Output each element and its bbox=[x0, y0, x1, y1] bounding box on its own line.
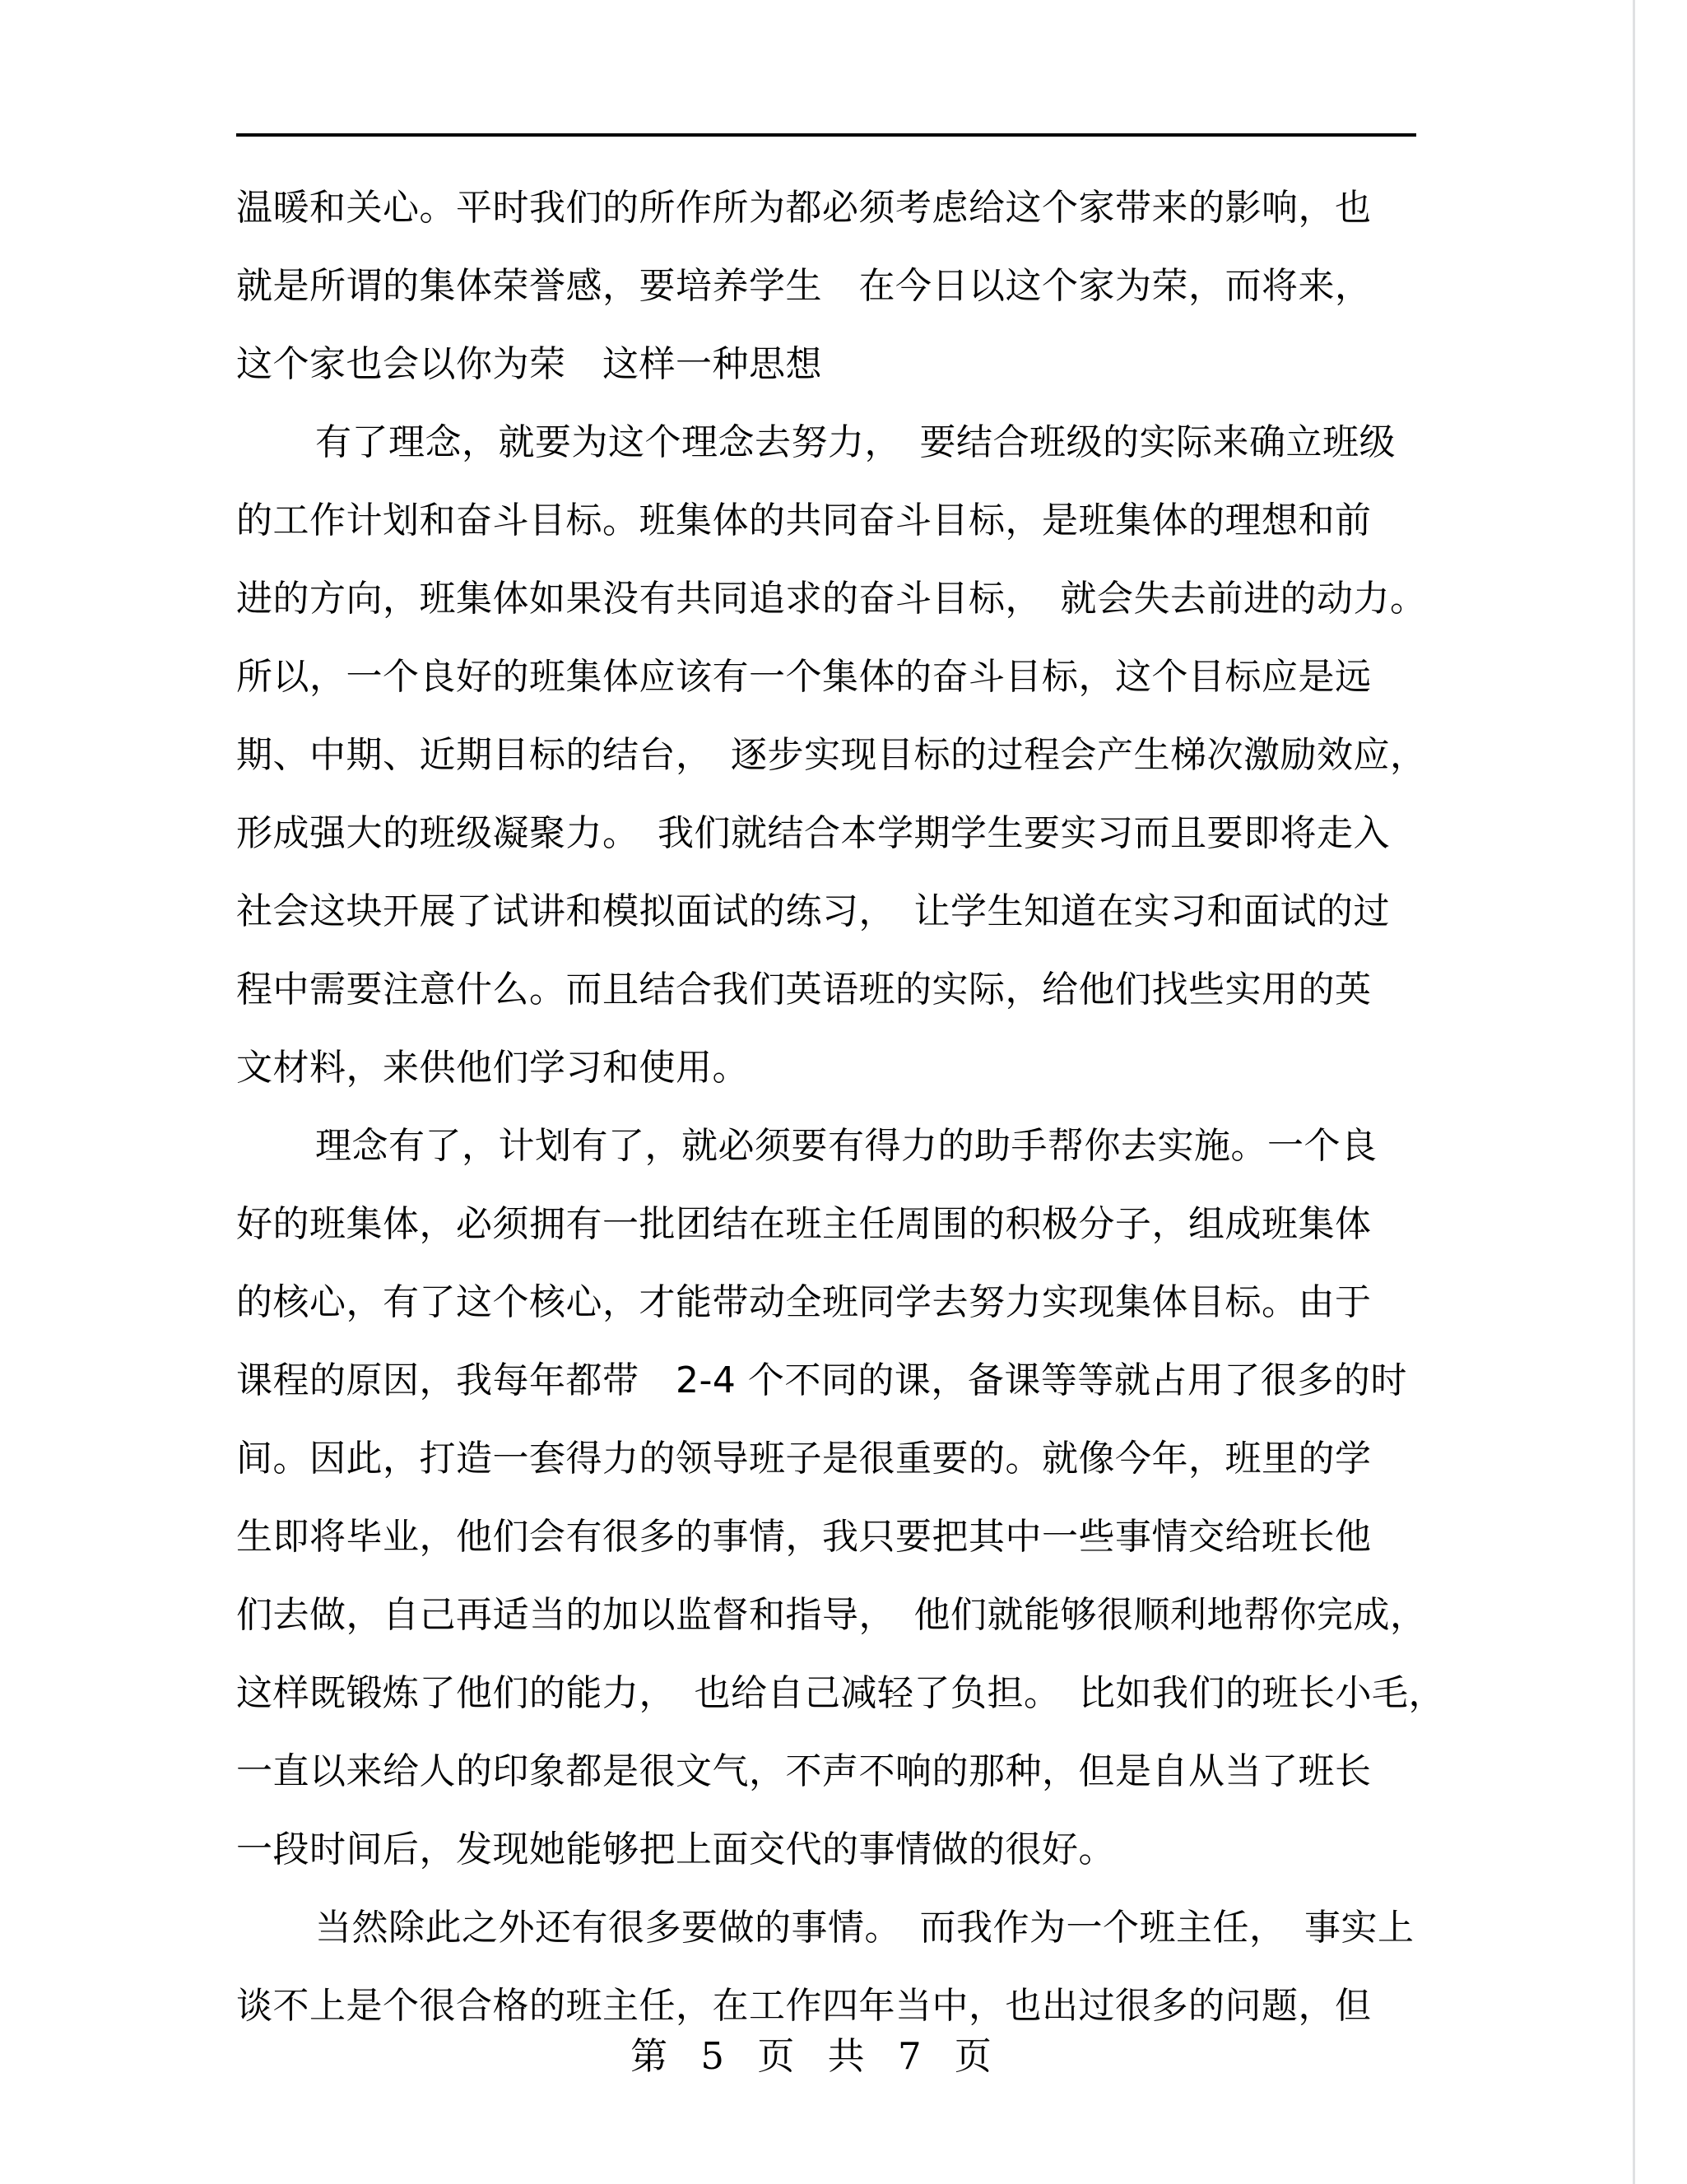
paragraph-line: 的核心，有了这个核心，才能带动全班同学去努力实现集体目标。由于 bbox=[236, 1281, 1372, 1323]
paragraph-line: 就是所谓的集体荣誉感，要培养学生 在今日以这个家为荣，而将来， bbox=[236, 265, 1372, 307]
paragraph-line: 文材料，来供他们学习和使用。 bbox=[236, 1047, 749, 1089]
paragraph-line: 一段时间后，发现她能够把上面交代的事情做的很好。 bbox=[236, 1829, 1115, 1870]
page-number-label: 第 5 页 共 7 页 bbox=[630, 2034, 1002, 2078]
paragraph-line: 们去做，自己再适当的加以监督和指导， 他们就能够很顺利地帮你完成， bbox=[236, 1594, 1427, 1636]
paragraph-line: 当然除此之外还有很多要做的事情。 而我作为一个班主任， 事实上 bbox=[315, 1907, 1415, 1949]
paragraph-line: 这个家也会以你为荣 这样一种思想 bbox=[236, 343, 822, 385]
header-divider bbox=[236, 133, 1416, 137]
document-body bbox=[236, 169, 1445, 2045]
paragraph-line: 进的方向，班集体如果没有共同追求的奋斗目标， 就会失去前进的动力。 bbox=[236, 578, 1427, 620]
paragraph-line: 社会这块开展了试讲和模拟面试的练习， 让学生知道在实习和面试的过 bbox=[236, 890, 1390, 932]
paragraph-line: 温暖和关心。平时我们的所作所为都必须考虑给这个家带来的影响，也 bbox=[236, 187, 1372, 229]
paragraph-line: 有了理念，就要为这个理念去努力， 要结合班级的实际来确立班级 bbox=[315, 421, 1396, 463]
paragraph-line: 形成强大的班级凝聚力。 我们就结合本学期学生要实习而且要即将走入 bbox=[236, 812, 1390, 854]
paragraph-line: 课程的原因，我每年都带 2-4 个不同的课，备课等等就占用了很多的时 bbox=[236, 1359, 1407, 1401]
paragraph-line: 所以，一个良好的班集体应该有一个集体的奋斗目标，这个目标应是远 bbox=[236, 656, 1372, 698]
paragraph-line: 的工作计划和奋斗目标。班集体的共同奋斗目标，是班集体的理想和前 bbox=[236, 500, 1372, 541]
paragraph-line: 程中需要注意什么。而且结合我们英语班的实际，给他们找些实用的英 bbox=[236, 969, 1372, 1011]
paragraph-line: 这样既锻炼了他们的能力， 也给自己减轻了负担。 比如我们的班长小毛， bbox=[236, 1672, 1445, 1714]
page-edge-rule bbox=[1633, 0, 1635, 2184]
paragraph-line: 生即将毕业，他们会有很多的事情，我只要把其中一些事情交给班长他 bbox=[236, 1516, 1372, 1558]
paragraph-line: 期、中期、近期目标的结台， 逐步实现目标的过程会产生梯次激励效应， bbox=[236, 734, 1427, 776]
page-footer bbox=[0, 2026, 1633, 2079]
paragraph-line: 谈不上是个很合格的班主任，在工作四年当中，也出过很多的问题，但 bbox=[236, 1985, 1372, 2027]
paragraph-line: 间。因此，打造一套得力的领导班子是很重要的。就像今年，班里的学 bbox=[236, 1438, 1372, 1480]
paragraph-line: 好的班集体，必须拥有一批团结在班主任周围的积极分子，组成班集体 bbox=[236, 1203, 1372, 1245]
paragraph-line: 一直以来给人的印象都是很文气，不声不响的那种，但是自从当了班长 bbox=[236, 1750, 1372, 1792]
paragraph-line: 理念有了，计划有了，就必须要有得力的助手帮你去实施。一个良 bbox=[315, 1125, 1378, 1167]
